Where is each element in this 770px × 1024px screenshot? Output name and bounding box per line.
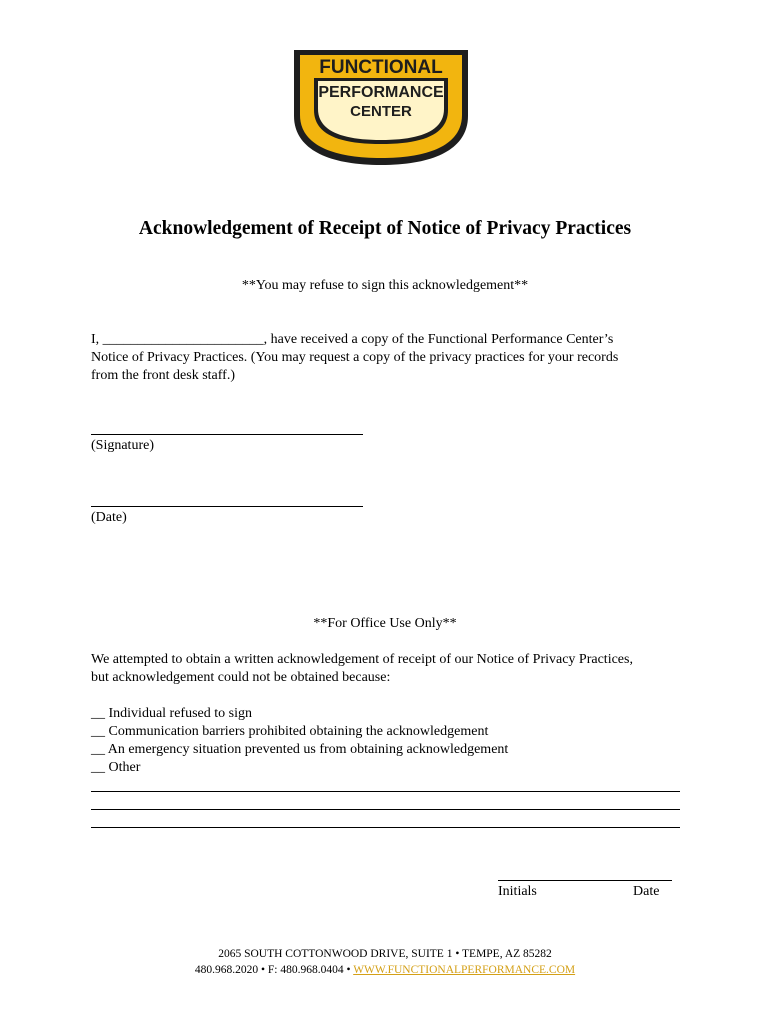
- website-link[interactable]: WWW.FUNCTIONALPERFORMANCE.COM: [353, 964, 576, 976]
- acknowledgement-statement: [91, 331, 691, 385]
- initials-label: Initials: [498, 884, 537, 899]
- office-statement-line: We attempted to obtain a written acknowledgement of receipt of our Notice of Privacy Practices,: [91, 652, 633, 667]
- footer-phones: 480.968.2020 • F: 480.968.0404 •: [194, 964, 354, 976]
- footer-address: 2065 SOUTH COTTONWOOD DRIVE, SUITE 1 • TEMPE, AZ 85282: [218, 948, 552, 960]
- initials-date-line[interactable]: [498, 880, 672, 881]
- office-statement: [91, 651, 701, 687]
- other-reason-line[interactable]: [91, 791, 680, 792]
- reason-other[interactable]: __ Other: [91, 760, 141, 775]
- date-label: (Date): [91, 510, 127, 525]
- statement-line: I, _______________________, have received a copy of the Functional Performance Center’s: [91, 332, 614, 347]
- signature-label: (Signature): [91, 438, 154, 453]
- footer: [0, 946, 770, 978]
- functional-performance-center-logo: [286, 50, 476, 165]
- logo-line1: FUNCTIONAL: [319, 57, 443, 78]
- statement-line: Notice of Privacy Practices. (You may request a copy of the privacy practices for your records: [91, 350, 619, 365]
- reason-emergency[interactable]: __ An emergency situation prevented us from obtaining acknowledgement: [91, 742, 509, 757]
- office-use-heading: **For Office Use Only**: [313, 616, 457, 631]
- refuse-notice: **You may refuse to sign this acknowledgement**: [241, 278, 529, 293]
- footer-contact: [0, 962, 770, 978]
- logo-emblem: [286, 50, 476, 165]
- office-statement-line: but acknowledgement could not be obtained because:: [91, 670, 391, 685]
- other-reason-line[interactable]: [91, 827, 680, 828]
- other-reason-line[interactable]: [91, 809, 680, 810]
- initials-date-label: Date: [633, 884, 660, 899]
- logo-line2: PERFORMANCE: [318, 84, 444, 101]
- statement-line: from the front desk staff.): [91, 368, 235, 383]
- reason-communication-barriers[interactable]: __ Communication barriers prohibited obtaining the acknowledgement: [91, 724, 489, 739]
- page-title: Acknowledgement of Receipt of Notice of Privacy Practices: [138, 218, 632, 239]
- reason-refused[interactable]: __ Individual refused to sign: [91, 706, 252, 721]
- signature-line[interactable]: [91, 434, 363, 435]
- logo-line3: CENTER: [350, 103, 412, 120]
- date-line[interactable]: [91, 506, 363, 507]
- reason-list: [91, 705, 508, 777]
